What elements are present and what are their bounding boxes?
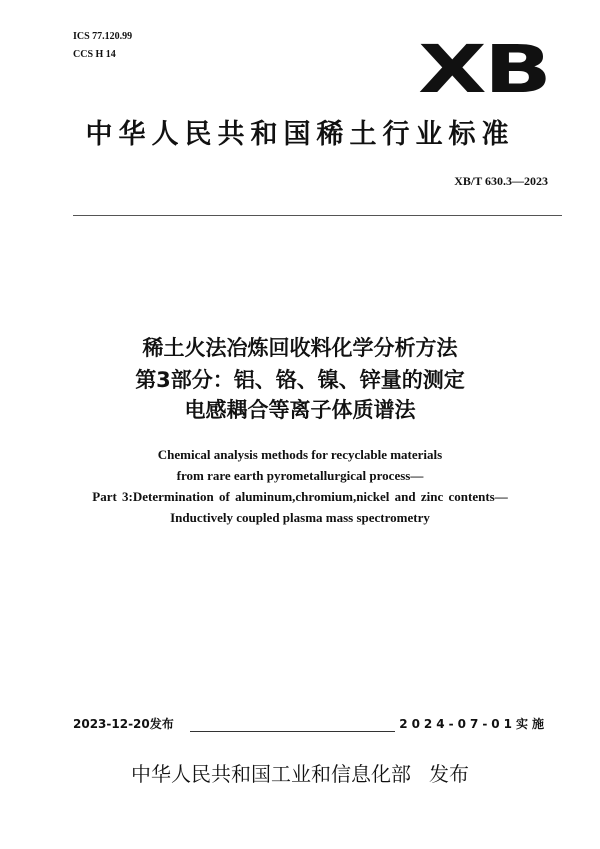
standard-title: 中华人民共和国稀土行业标准 xyxy=(85,119,515,150)
publisher-name: 中华人民共和国工业和信息化部 xyxy=(131,762,411,786)
xb-logo: XB xyxy=(418,31,550,108)
header-divider xyxy=(73,215,562,216)
issue-date: 2023-12-20发布 xyxy=(73,717,174,731)
publish-verb: 发布 xyxy=(429,762,469,786)
english-title-line-3: Part 3:Determination of aluminum,chromium,nickel and zinc contents— xyxy=(92,489,508,504)
english-title-line-1: Chemical analysis methods for recyclable materials xyxy=(157,447,443,462)
publisher-line xyxy=(0,761,600,787)
english-title-line-4: Inductively coupled plasma mass spectrometry xyxy=(170,510,430,525)
chinese-title-line-2: 第3部分：铝、铬、镍、锌量的测定 xyxy=(135,368,465,392)
standard-number: XB/T 630.3—2023 xyxy=(454,174,548,188)
english-title-line-2: from rare earth pyrometallurgical process— xyxy=(176,468,424,483)
implementation-date: 2024-07-01实施 xyxy=(399,717,548,731)
ccs-code: CCS H 14 xyxy=(73,49,116,60)
ics-code: ICS 77.120.99 xyxy=(73,31,133,42)
chinese-title-line-1: 稀土火法冶炼回收料化学分析方法 xyxy=(142,336,458,360)
date-divider xyxy=(190,731,395,732)
chinese-title-line-3: 电感耦合等离子体质谱法 xyxy=(184,398,416,422)
